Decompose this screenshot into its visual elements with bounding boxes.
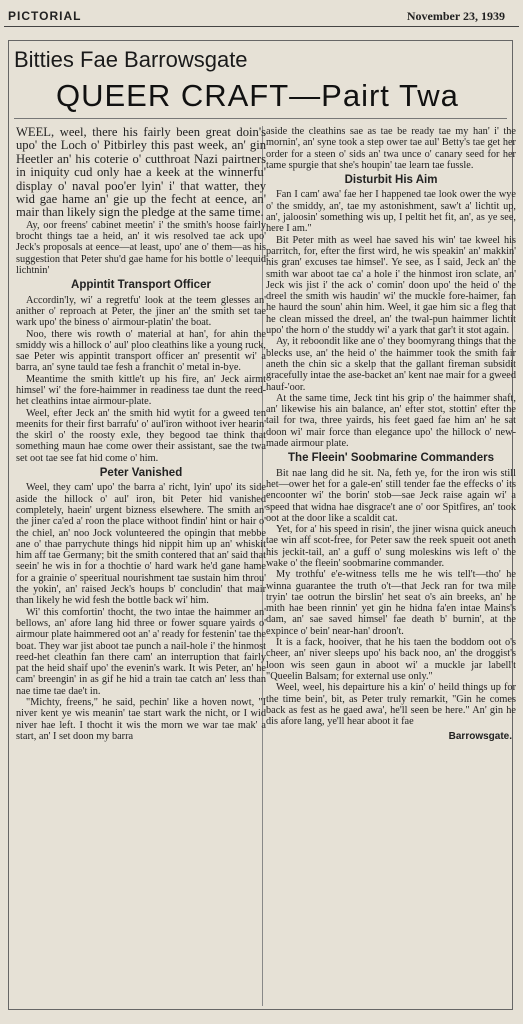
paragraph: Weel, weel, his depairture his a kin' o' heild things up for the time bein', bit, as Peter truly remarkit, "Gin he comes back as fest as he gaed awa', he'll seen be here." An' gin he dis afore lang, ye'll hear aboot it fae [266, 682, 516, 728]
paragraph: It is a fack, hooiver, that he his taen the boddom oot o's cheer, an' niver sleeps upo' his back noo, an' the droggist's loon wis seen gaun in aboot wi' a muckle jar labell't "Queelin Balsam; for external use only." [266, 637, 516, 682]
paragraph: Ay, oor freens' cabinet meetin' i' the smith's hoose fairly brocht things tae a heid, an' it wis resolved tae ack upo' Jeck's proposals at eence—at least, upo' ane o' them—as his suggestion that Peter shu'd gae hame for his bottle o' leequid lichtnin' [16, 219, 266, 277]
author-signoff: Barrowsgate. [448, 731, 512, 743]
paragraph: At the same time, Jeck tint his grip o' the haimmer shaft, an' likewise his ain balance, an' efter stot, stottin' efter the tail for twa, three yairds, his feet gaed fae him an' he sat doon wi' mair force than elegance upo' the hillock o' new-made airmour plate. [266, 392, 516, 450]
lead-paragraph: WEEL, weel, there his fairly been great doin's upo' the Loch o' Pitbirley this past week, an' gin Heetler an' his coterie o' cutthroat Nazi pairtners in iniquity cud only hae a keek at the winnerfu' display o' naval poo'er lyin' i' that watter, they wid gae hame an' gie up the fecht at eence, an' mair than likely sign the pledge at the same time. [16, 126, 266, 220]
paragraph: Fan I cam' awa' fae her I happened tae look ower the wye o' the smiddy, an', tae my astonishment, saw't a' lichtit up, an', jaloosin' something wis up, I peltit het fit, an', as ye see, here I am." [266, 189, 516, 235]
paragraph: Accordin'ly, wi' a regretfu' look at the teem glesses an' anither o' reproach at Peter, the jiner an' the smith set tae wark upo' the biness o' airmour-platin' the boat. [16, 294, 266, 329]
paragraph: aside the cleathins sae as tae be ready tae my han' i' the mornin', an' syne took a step ower tae aul' Betty's tae get her order for a steen o' sids an' twa unce o' canary seed for her tame spurgie that she's houpin' tae learn tae fussle. [266, 126, 516, 171]
subheading: Peter Vanished [99, 467, 183, 480]
paragraph: My trothfu' e'e-witness tells me he wis tell't—tho' he winna guarantee the truth o't—that Jeck ran for twa mile tryin' tae ootrun the birslin' het seat o's ain breeks, an' he mith hae been rinnin' yet gin he hidna fa'en intae Mains's dam, an' sae saved himsel' fae death b' burnin', at the expince o' bein' near-han' droon't. [266, 569, 516, 637]
paragraph: Ay, it reboondit like ane o' they boomyrang things that the blecks use, an' the heid o' the haimmer took the smith fair aneth the chin sic a skelp that the gallant fireman subsidit gracefully intae the ase-backet an' kent nae mair for a gweed hauf-'oor. [266, 336, 516, 393]
paragraph: Bit Peter mith as weel hae saved his win' tae kweel his parritch, for, efter the first wird, he wis speakin' an' makkin' his gran' excuses tae himsel'. Ye see, as I said, Jeck an' the smith war aboot tae ca' a hole i' the hinmost iron sclate, an' Jeck wis jist i' the ack o' comin' doon upo' the heid o' the dreel the smith wis haudin' wi' the muckle fore-haimer, fan he haurd the soun' ahin him. Weel, it gae him sic a fleg that he clean missed the dreel, an' the twal-pun haimmer lichtit upo' the horn o' the studdy wi' a yark that gar't it stot again. [266, 234, 516, 337]
paragraph: Noo, there wis rowth o' material at han', for ahin the smiddy wis a hillock o' aul' ploo cleathins like a young ruck, sae Peter wis appintit transport officer an' presentit wi' a barra, an' syne tauld tae fesh a franchit o' metal in-bye. [16, 328, 266, 374]
paragraph: Weel, efter Jeck an' the smith hid wytit for a gweed ten meenits for their first barrafu' o' aul'iron withoot iver hearin' the skirl o' the roosty exle, they begood tae think that something maun hae come ower their assistant, sae the twa set oot tae see fat hid come o' him. [16, 407, 266, 464]
left-column [16, 126, 266, 1006]
paragraph: "Michty, freens," he said, pechin' like a hoven nowt, "I niver kent ye wis meanin' tae start wark the nicht, or I wid niver hae left. I thocht it wis the morn we war tae mak' a start, an' I set doon my barra [16, 697, 266, 742]
paragraph: Meantime the smith kittle't up his fire, an' Jeck airmt himsel' wi' the fore-haimmer in readiness tae dunt the reed-het cleathins intae airmour-plate. [16, 373, 266, 408]
paragraph: Bit nae lang did he sit. Na, feth ye, for the iron wis still het—ower het for a gale-en' still tender fae the effecks o' its encoonter wi' the borin' stob—sae Jeck raise again wi' a speed that widna hae disgrace't ane o' oor Spitfires, an' took oot at the door like a scaldit cat. [266, 467, 516, 524]
paragraph: Yet, for a' his speed in risin', the jiner wisna quick aneuch tae win aff scot-free, for Peter saw the reek spueit oot aneth his jeckit-tail, an' a guff o' sung moleskins wis left o' the wake o' the fleein' soobmarine commander. [266, 524, 516, 569]
subheading: Appintit Transport Officer [71, 279, 211, 292]
article-headline: QUEER CRAFT—Pairt Twa [56, 78, 459, 113]
paragraph: Wi' this comfortin' thocht, the two intae the haimmer an' bellows, an' afore lang hid three or fower square yairds o' airmour plate haimmered oot an' a' ready for festenin' tae the boat. They war jist aboot tae punch a nail-hole i' the hinmost reed-het cleathin fan there cam' an interruption that fairly pat the heid shaif upo' the evenin's wark. It wis Peter, an' he cam' breengin' in as gif he hid a train tae catch an' less than nae time tae dae't in. [16, 606, 266, 697]
subheading: The Fleein' Soobmarine Commanders [288, 452, 494, 465]
section-name: PICTORIAL [8, 9, 82, 23]
subheading: Disturbit His Aim [344, 174, 438, 187]
headline-rule [14, 118, 507, 119]
paragraph: Weel, they cam' upo' the barra a' richt, lyin' upo' its side aside the hillock o' aul' iron, bit Peter hid vanished completely, haein' urgent bizness elsewhere. The smith an' the jiner ca'ed a' roon the place withoot findin' hint or hair o' the chiel, an' noo Jock volunteered the opingin that mebbe ane o' thae parrychute things hid nippit him up an' whiskit him aff tae Germany; bit the smith contered that an' said that seein' he wis in for a thochtie o' hard wark he'd gane hame for a grainie o' speeritual nourishment tae sustain him throu' the yokin', an' raised Jeck's houps b' concludin' that mair than likely he wid fesh the bottle back wi' him. [16, 482, 266, 607]
masthead [4, 4, 519, 27]
right-column [266, 126, 516, 1006]
article-kicker: Bitties Fae Barrowsgate [14, 47, 248, 72]
issue-date: November 23, 1939 [406, 9, 505, 23]
